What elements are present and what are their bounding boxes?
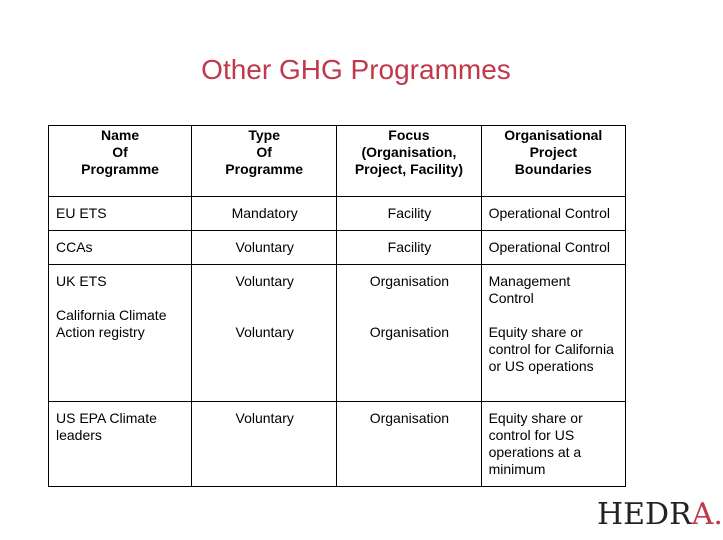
cell-type — [192, 265, 337, 402]
cell-name — [49, 265, 192, 402]
cell-name — [49, 402, 192, 487]
cell-name — [49, 197, 192, 231]
header-line: Focus — [388, 127, 430, 143]
header-name-of-programme — [49, 126, 192, 197]
hedra-logo — [597, 497, 723, 532]
cell-boundary — [481, 231, 625, 265]
ghg-programmes-table — [48, 125, 626, 487]
table-row — [49, 402, 626, 487]
header-line: Project — [529, 144, 578, 160]
cell-text: Operational Control — [488, 205, 610, 221]
cell-type — [192, 231, 337, 265]
table-row — [49, 197, 626, 231]
logo-dot: . — [713, 497, 723, 532]
cell-text: Organisation — [369, 324, 450, 340]
cell-text: Voluntary — [235, 410, 294, 426]
cell-boundary — [481, 402, 625, 487]
header-line: Name — [100, 127, 140, 143]
header-line: Organisational — [504, 127, 603, 143]
header-line: Of — [112, 144, 128, 160]
logo-main-text: HEDR — [597, 497, 692, 532]
cell-text: California Climate Action registry — [56, 307, 167, 340]
header-line: Type — [248, 127, 280, 143]
header-line: Of — [256, 144, 272, 160]
header-organisational-boundaries — [481, 126, 625, 197]
cell-focus — [337, 231, 481, 265]
header-line: Boundaries — [514, 161, 592, 177]
cell-text: Organisation — [369, 410, 450, 426]
cell-name — [49, 231, 192, 265]
cell-text: Voluntary — [235, 324, 294, 340]
cell-text: US EPA Climate leaders — [56, 410, 157, 443]
cell-text: Equity share or control for US operations at a minimum — [488, 410, 583, 477]
slide-title: Other GHG Programmes — [201, 54, 511, 85]
cell-type — [192, 197, 337, 231]
header-line: (Organisation, — [361, 144, 457, 160]
logo-accent-text: A — [691, 497, 714, 532]
cell-text: Organisation — [369, 273, 450, 289]
header-line: Programme — [81, 161, 159, 177]
header-type-of-programme — [192, 126, 337, 197]
cell-text: Operational Control — [488, 239, 610, 255]
cell-stack — [49, 265, 191, 341]
cell-boundary — [481, 265, 625, 402]
cell-boundary — [481, 197, 625, 231]
header-line: Project, Facility) — [354, 161, 463, 177]
cell-text: Voluntary — [235, 239, 294, 255]
cell-text: Equity share or control for California or US operations — [488, 324, 614, 374]
cell-type — [192, 402, 337, 487]
cell-text: EU ETS — [56, 205, 107, 221]
cell-focus — [337, 265, 481, 402]
table-header-row — [49, 126, 626, 197]
cell-text: Management Control — [488, 273, 571, 306]
cell-stack — [337, 265, 480, 341]
cell-stack — [192, 265, 336, 341]
cell-text: UK ETS — [56, 273, 107, 289]
table-row — [49, 231, 626, 265]
header-focus — [337, 126, 481, 197]
cell-focus — [337, 402, 481, 487]
cell-focus — [337, 197, 481, 231]
cell-text: Voluntary — [235, 273, 294, 289]
cell-text: CCAs — [56, 239, 93, 255]
table-row — [49, 265, 626, 402]
cell-text: Mandatory — [231, 205, 298, 221]
cell-text: Facility — [387, 239, 432, 255]
cell-text: Facility — [387, 205, 432, 221]
header-line: Programme — [225, 161, 304, 177]
cell-stack — [482, 265, 625, 375]
